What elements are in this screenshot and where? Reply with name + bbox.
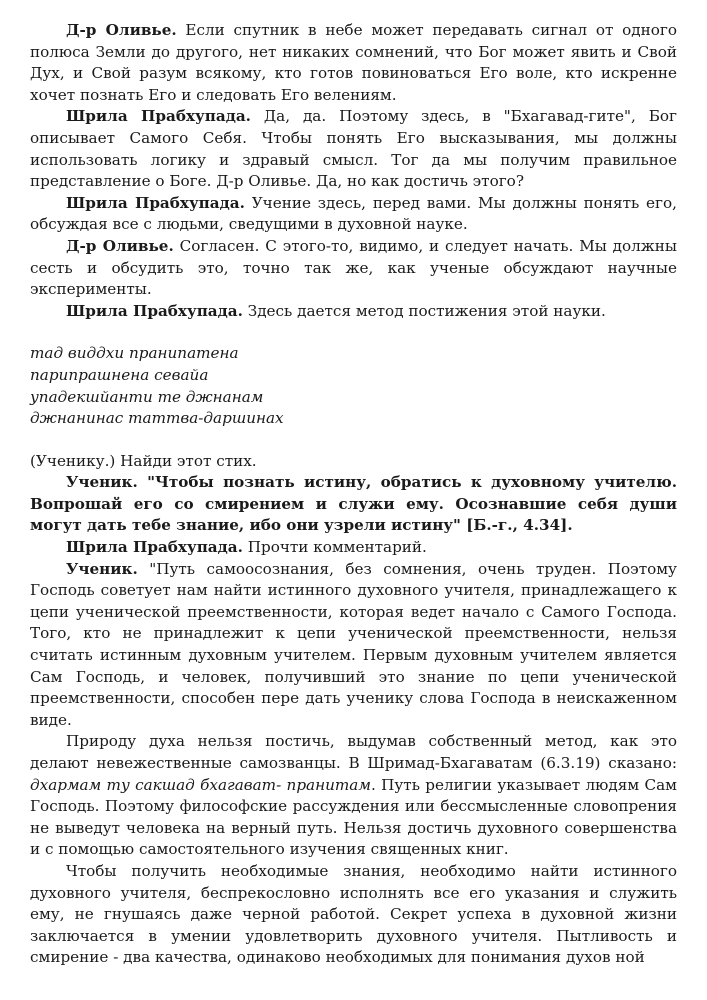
paragraph-dialogue-4 (30, 236, 677, 301)
paragraph-text: Чтобы получить необходимые знания, необходимо найти истинного духовного учителя, беспрекословно исполнять все его указания и служить ему, не гнушаясь даже черной работой. Секрет успеха в духовной жизни заключается в умении удовлетворить духовного учителя. Пытливость и смирение - два качества, одинаково необходимых для понимания духов ной (30, 861, 677, 967)
speaker-name: Д-р Оливье. (66, 236, 174, 255)
paragraph-dialogue-5 (30, 301, 677, 323)
paragraph-dialogue-7 (30, 537, 677, 559)
sanskrit-quote: дхармам ту сакшад бхагават- пранитам (30, 775, 371, 794)
paragraph-text: Прочти комментарий. (242, 538, 427, 557)
paragraph-dialogue-6 (30, 472, 677, 537)
speaker-name: Шрила Прабхупада. (66, 193, 245, 212)
paragraph-text: Да, да. Поэтому здесь, в "Бхагавад-гите", Бог описывает Самого Себя. Чтобы понять Его высказывания, мы должны использовать логику и здравый смысл. Тог да мы получим правильное представление о Боге. Д-р Оливье. Да, но как достичь этого? (30, 107, 677, 191)
paragraph-text: Если спутник в небе может передавать сигнал от одного полюса Земли до другого, нет никаких сомнений, что Бог может явить и Свой Дух, и Свой разум всякому, кто готов повиноваться Его воле, кто искренне хочет познать Его и следовать Его велениям. (30, 21, 677, 104)
sanskrit-verse (30, 343, 677, 429)
paragraph-commentary-2 (30, 861, 677, 969)
speaker-name: Ученик. (66, 473, 138, 492)
verse-translation: "Чтобы познать истину, обратись к духовному учителю. Вопрошай его со смирением и служи ему. Осознавшие себя души могут дать тебе знание, ибо они узрели истину" [Б.-г., 4.34]. (30, 473, 677, 535)
speaker-name: Шрила Прабхупада. (66, 301, 243, 320)
paragraph-instruction (30, 451, 677, 473)
paragraph-text: Здесь дается метод постижения этой науки. (242, 301, 606, 320)
speaker-name: Шрила Прабхупада. (66, 538, 243, 557)
speaker-name: Ученик. (66, 559, 138, 578)
paragraph-text: Природу духа нельзя постичь, выдумав собственный метод, как это делают невежественные самозванцы. В Шримад-Бхагаватам (6.3.19) сказано: (30, 732, 677, 772)
speaker-name: Д-р Оливье. (66, 21, 177, 39)
paragraph-text: Учение здесь, перед вами. Мы должны понять его, обсуждая все с людьми, сведущими в духовной науке. (30, 193, 677, 234)
paragraph-text: (Ученику.) Найди этот стих. (30, 451, 257, 470)
paragraph-dialogue-2 (30, 106, 677, 192)
verse-line: тад виддхи пранипатена (30, 344, 239, 363)
paragraph-dialogue-3 (30, 193, 677, 236)
paragraph-dialogue-1 (30, 20, 677, 106)
verse-line: парипрашнена севайа (30, 365, 209, 384)
paragraph-text: Согласен. С этого-то, видимо, и следует начать. Мы должны сесть и обсудить это, точно так же, как ученые обсуждают научные эксперименты. (30, 236, 677, 299)
verse-line: джнанинас таттва-даршинах (30, 409, 284, 428)
paragraph-text: . Путь религии указывает людям Сам Господь. Поэтому философские рассуждения или бессмысленные словопрения не выведут человека на верный путь. Нельзя достичь духовного совершенства и с помощью самостоятельного изучения священных книг. (30, 775, 677, 859)
speaker-name: Шрила Прабхупада. (66, 107, 251, 126)
verse-line: упадекшйанти те джнанам (30, 387, 264, 406)
paragraph-dialogue-8 (30, 559, 677, 732)
paragraph-text: "Путь самоосознания, без сомнения, очень труден. Поэтому Господь советует нам найти истинного духовного учителя, принадлежащего к цепи ученической преемственности, которая ведет начало с Самого Господа. Того, кто не принадлежит к цепи ученической преемственности, нельзя считать истинным духовным учителем. Первым духовным учителем является Сам Господь, и человек, получивший это знание по цепи ученической преемственности, способен пере дать ученику слова Господа в неискаженном виде. (30, 559, 677, 729)
paragraph-commentary-1 (30, 731, 677, 861)
